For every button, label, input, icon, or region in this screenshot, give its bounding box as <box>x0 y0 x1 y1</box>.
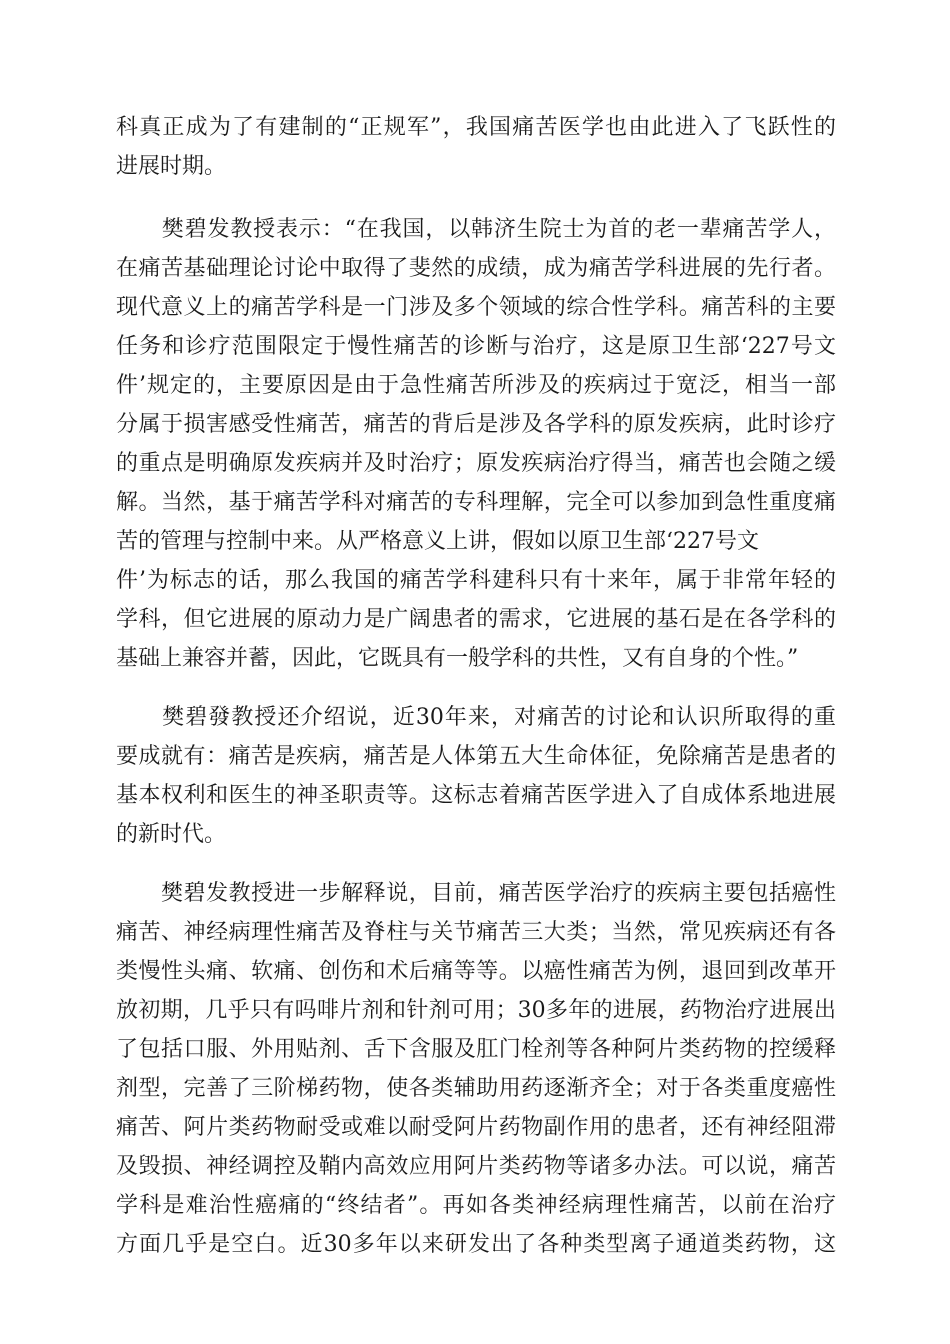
text-line: 学科是难治性癌痛的“终结者”。再如各类神经病理性痛苦，以前在治疗 <box>116 1193 836 1218</box>
article-body <box>116 108 836 1284</box>
text-line: 分属于损害感受性痛苦，痛苦的背后是涉及各学科的原发疾病，此时诊疗 <box>116 412 836 437</box>
text-line: 在痛苦基础理论讨论中取得了斐然的成绩，成为痛苦学科进展的先行者。 <box>116 256 836 281</box>
text-line: 放初期，几乎只有吗啡片剂和针剂可用；30多年的进展，药物治疗进展出 <box>116 998 836 1023</box>
paragraph-4 <box>116 874 836 1264</box>
text-line: 件’规定的，主要原因是由于急性痛苦所涉及的疾病过于宽泛，相当一部 <box>116 373 836 398</box>
text-line: 类慢性头痛、软痛、创伤和术后痛等等。以癌性痛苦为例，退回到改革开 <box>116 959 836 984</box>
text-line: 要成就有：痛苦是疾病，痛苦是人体第五大生命体征，免除痛苦是患者的 <box>116 744 836 769</box>
text-line: 学科，但它进展的原动力是广阔患者的需求，它进展的基石是在各学科的 <box>116 607 836 632</box>
text-line: 了包括口服、外用贴剂、舌下含服及肛门栓剂等各种阿片类药物的控缓释 <box>116 1037 836 1062</box>
text-line: 件’为标志的话，那么我国的痛苦学科建科只有十来年，属于非常年轻的 <box>116 568 836 593</box>
text-line: 基础上兼容并蓄，因此，它既具有一般学科的共性，又有自身的个性。” <box>116 646 799 671</box>
text-line: 樊碧发教授进一步解释说，目前，痛苦医学治疗的疾病主要包括癌性 <box>116 881 836 906</box>
paragraph-1 <box>116 108 836 186</box>
text-line: 现代意义上的痛苦学科是一门涉及多个领域的综合性学科。痛苦科的主要 <box>116 295 836 320</box>
text-line: 及毁损、神经调控及鞘内高效应用阿片类药物等诸多办法。可以说，痛苦 <box>116 1154 836 1179</box>
text-line: 的重点是明确原发疾病并及时治疗；原发疾病治疗得当，痛苦也会随之缓 <box>116 451 836 476</box>
text-line: 方面几乎是空白。近30多年以来研发出了各种类型离子通道类药物，这 <box>116 1232 836 1257</box>
text-line: 的新时代。 <box>116 822 227 847</box>
text-line: 剂型，完善了三阶梯药物，使各类辅助用药逐渐齐全；对于各类重度癌性 <box>116 1076 836 1101</box>
paragraph-3 <box>116 698 836 854</box>
text-line: 痛苦、神经病理性痛苦及脊柱与关节痛苦三大类；当然，常见疾病还有各 <box>116 920 836 945</box>
text-line: 进展时期。 <box>116 154 227 179</box>
text-line: 科真正成为了有建制的“正规军”，我国痛苦医学也由此进入了飞跃性的 <box>116 115 836 140</box>
paragraph-2 <box>116 210 836 678</box>
text-line: 苦的管理与控制中来。从严格意义上讲，假如以原卫生部‘227号文 <box>116 529 759 554</box>
text-line: 解。当然，基于痛苦学科对痛苦的专科理解，完全可以参加到急性重度痛 <box>116 490 836 515</box>
text-line: 樊碧发教授表示：“在我国，以韩济生院士为首的老一辈痛苦学人， <box>116 217 836 242</box>
text-line: 基本权利和医生的神圣职责等。这标志着痛苦医学进入了自成体系地进展 <box>116 783 836 808</box>
text-line: 樊碧發教授还介绍说，近30年来，对痛苦的讨论和认识所取得的重 <box>116 705 836 730</box>
text-line: 任务和诊疗范围限定于慢性痛苦的诊断与治疗，这是原卫生部‘227号文 <box>116 334 836 359</box>
text-line: 痛苦、阿片类药物耐受或难以耐受阿片药物副作用的患者，还有神经阻滞 <box>116 1115 836 1140</box>
